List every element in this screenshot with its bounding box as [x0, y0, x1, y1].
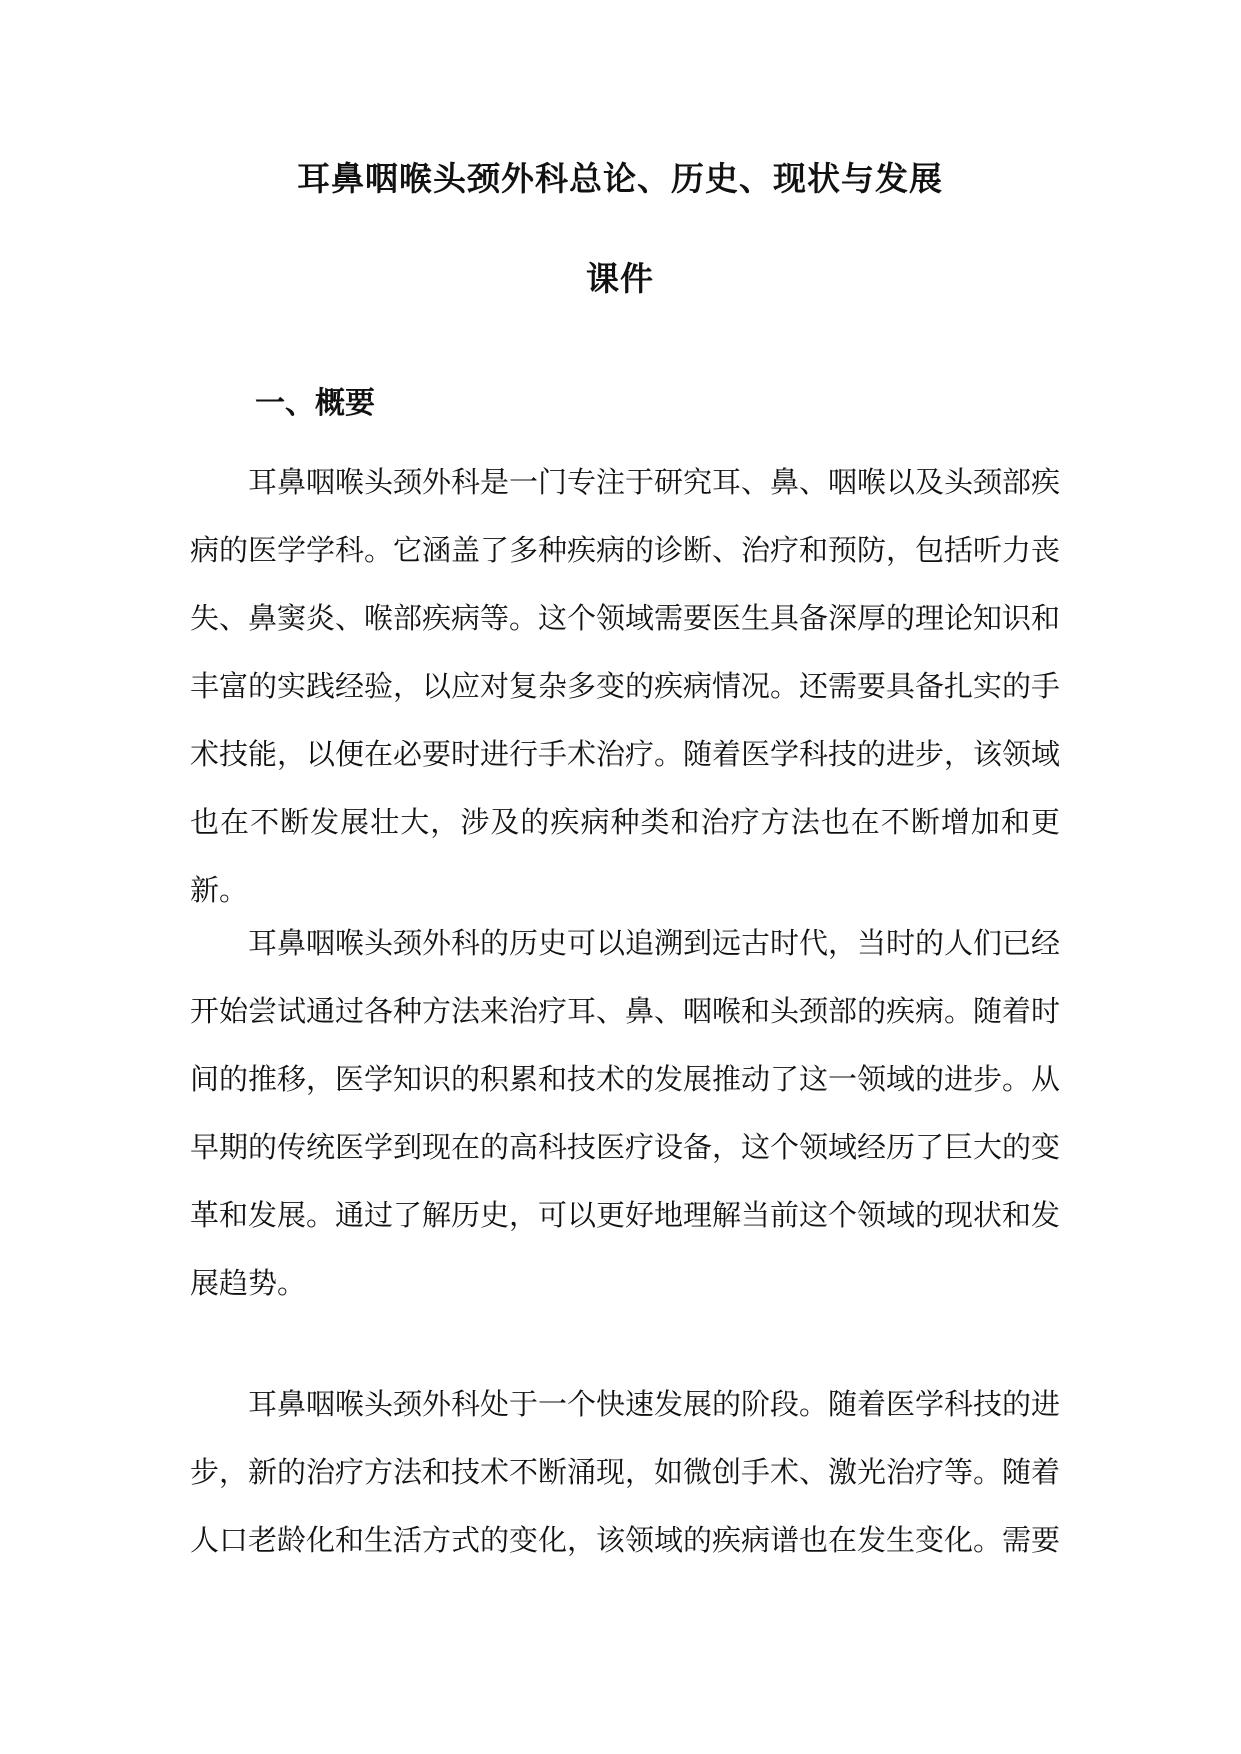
section-heading-overview: 一、概要	[255, 386, 375, 421]
paragraph-intro: 耳鼻咽喉头颈外科是一门专注于研究耳、鼻、咽喉以及头颈部疾病的医学学科。它涵盖了多种疾病的诊断、治疗和预防，包括听力丧失、鼻窦炎、喉部疾病等。这个领域需要医生具备深厚的理论知识和丰富的实践经验，以应对复杂多变的疾病情况。还需要具备扎实的手术技能，以便在必要时进行手术治疗。随着医学科技的进步，该领域也在不断发展壮大，涉及的疾病种类和治疗方法也在不断增加和更新。	[190, 465, 1061, 907]
document-title-line-1: 耳鼻咽喉头颈外科总论、历史、现状与发展	[297, 159, 943, 198]
paragraph-history: 耳鼻咽喉头颈外科的历史可以追溯到远古时代，当时的人们已经开始尝试通过各种方法来治疗耳、鼻、咽喉和头颈部的疾病。随着时间的推移，医学知识的积累和技术的发展推动了这一领域的进步。从早期的传统医学到现在的高科技医疗设备，这个领域经历了巨大的变革和发展。通过了解历史，可以更好地理解当前这个领域的现状和发展趋势。	[190, 926, 1061, 1300]
paragraph-current-status: 耳鼻咽喉头颈外科处于一个快速发展的阶段。随着医学科技的进步，新的治疗方法和技术不断涌现，如微创手术、激光治疗等。随着人口老龄化和生活方式的变化，该领域的疾病谱也在发生变化。需要	[190, 1387, 1061, 1557]
document-title-line-2: 课件	[586, 259, 654, 298]
